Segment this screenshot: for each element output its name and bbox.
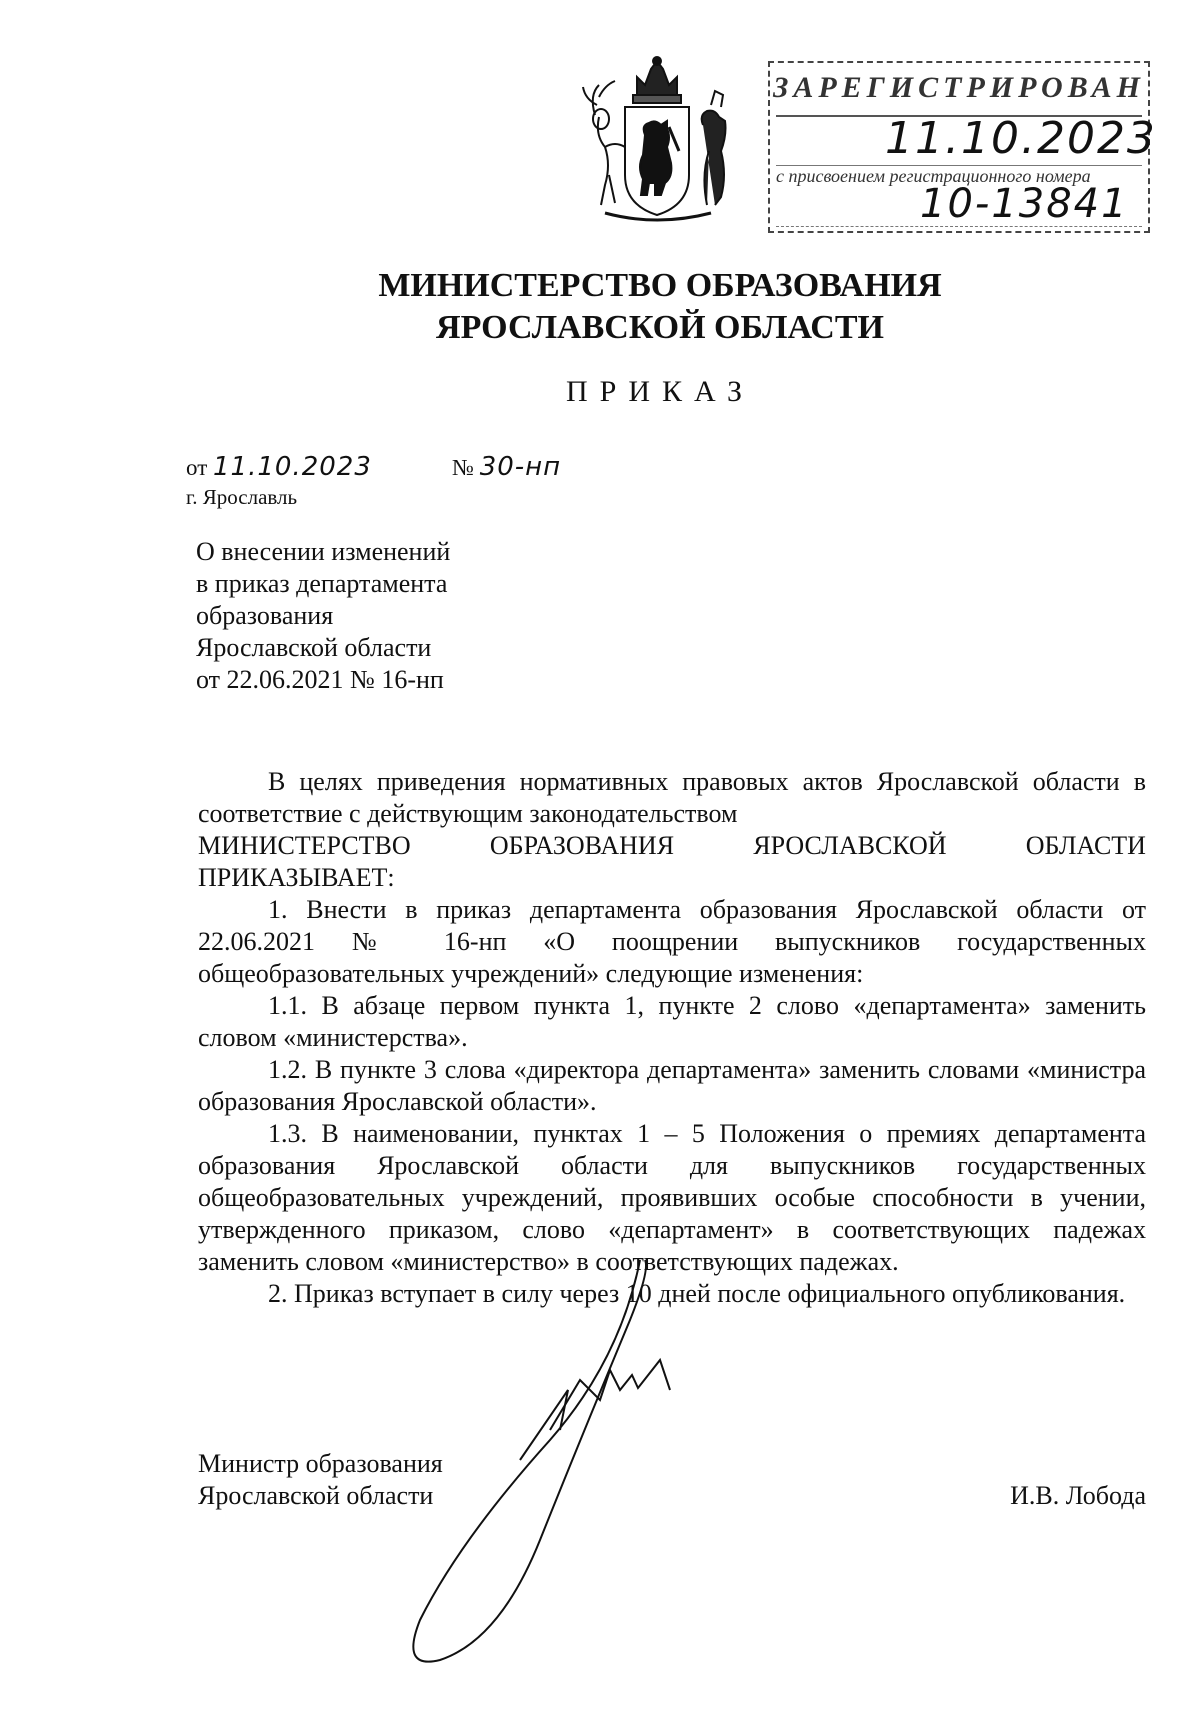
order-word: МИНИСТЕРСТВО bbox=[198, 831, 411, 860]
ministry-title-line: ЯРОСЛАВСКОЙ ОБЛАСТИ bbox=[436, 309, 884, 346]
stamp-date: 11.10.2023 bbox=[885, 113, 1157, 164]
order-word: ЯРОСЛАВСКОЙ bbox=[753, 831, 947, 860]
stamp-divider bbox=[776, 226, 1142, 227]
paragraph-1: 1. Внести в приказ департамента образования Ярославской области от 22.06.2021 № 16-нп «О поощрении выпускников государственных общеобразовательных учреждений» следующие изменения: bbox=[198, 895, 1146, 988]
signatory-position bbox=[198, 1448, 443, 1512]
number-label: № bbox=[452, 455, 474, 480]
stamp-subtitle: с присвоением регистрационного номера bbox=[776, 166, 1091, 186]
handwritten-signature bbox=[400, 1240, 720, 1680]
number-line bbox=[452, 452, 561, 482]
signatory-name: И.В. Лобода bbox=[1010, 1481, 1146, 1510]
coat-of-arms-icon bbox=[575, 55, 740, 225]
handwritten-number: 30-нп bbox=[479, 452, 562, 482]
stamp-number: 10-13841 bbox=[920, 181, 1129, 227]
date-line bbox=[186, 452, 372, 482]
subject-line: от 22.06.2021 № 16-нп bbox=[196, 665, 444, 694]
date-label: от bbox=[186, 455, 208, 480]
position-line: Министр образования bbox=[198, 1449, 443, 1478]
position-line: Ярославской области bbox=[198, 1481, 434, 1510]
subject-line: в приказ департамента bbox=[196, 569, 448, 598]
document-body bbox=[198, 766, 1146, 1310]
document-type: ПРИКАЗ bbox=[566, 375, 754, 408]
paragraph-1-3: 1.3. В наименовании, пунктах 1 – 5 Положения о премиях департамента образования Ярославской области для выпускников государственных общеобразовательных учреждений, проявивших особые способности в учении, утвержденного приказом, слово «департамент» в соответствующих падежах заменить словом «министерство» в соответствующих падежах. bbox=[198, 1119, 1146, 1276]
paragraph-2: 2. Приказ вступает в силу через 10 дней после официального опубликования. bbox=[268, 1279, 1126, 1308]
city: г. Ярославль bbox=[186, 485, 298, 509]
subject-line: О внесении изменений bbox=[196, 537, 451, 566]
intro-paragraph: В целях приведения нормативных правовых актов Ярославской области в соответствие с действующим законодательством bbox=[198, 767, 1146, 828]
stamp-title: ЗАРЕГИСТРИРОВАН bbox=[773, 71, 1145, 104]
order-verb: ПРИКАЗЫВАЕТ: bbox=[198, 863, 395, 892]
order-word: ОБРАЗОВАНИЯ bbox=[489, 831, 675, 860]
ministry-title bbox=[300, 265, 1020, 349]
registration-stamp bbox=[768, 61, 1157, 233]
order-heading bbox=[198, 830, 1146, 862]
paragraph-1-1: 1.1. В абзаце первом пункта 1, пункте 2 слово «департамента» заменить словом «министерства». bbox=[198, 991, 1146, 1052]
paragraph-1-2: 1.2. В пункте 3 слова «директора департамента» заменить словами «министра образования Ярославской области». bbox=[198, 1055, 1146, 1116]
handwritten-date: 11.10.2023 bbox=[213, 452, 372, 482]
subject-line: Ярославской области bbox=[196, 633, 432, 662]
subject-line: образования bbox=[196, 601, 334, 630]
ministry-title-line: МИНИСТЕРСТВО ОБРАЗОВАНИЯ bbox=[378, 267, 942, 304]
order-word: ОБЛАСТИ bbox=[1025, 831, 1146, 860]
document-subject bbox=[196, 536, 450, 696]
